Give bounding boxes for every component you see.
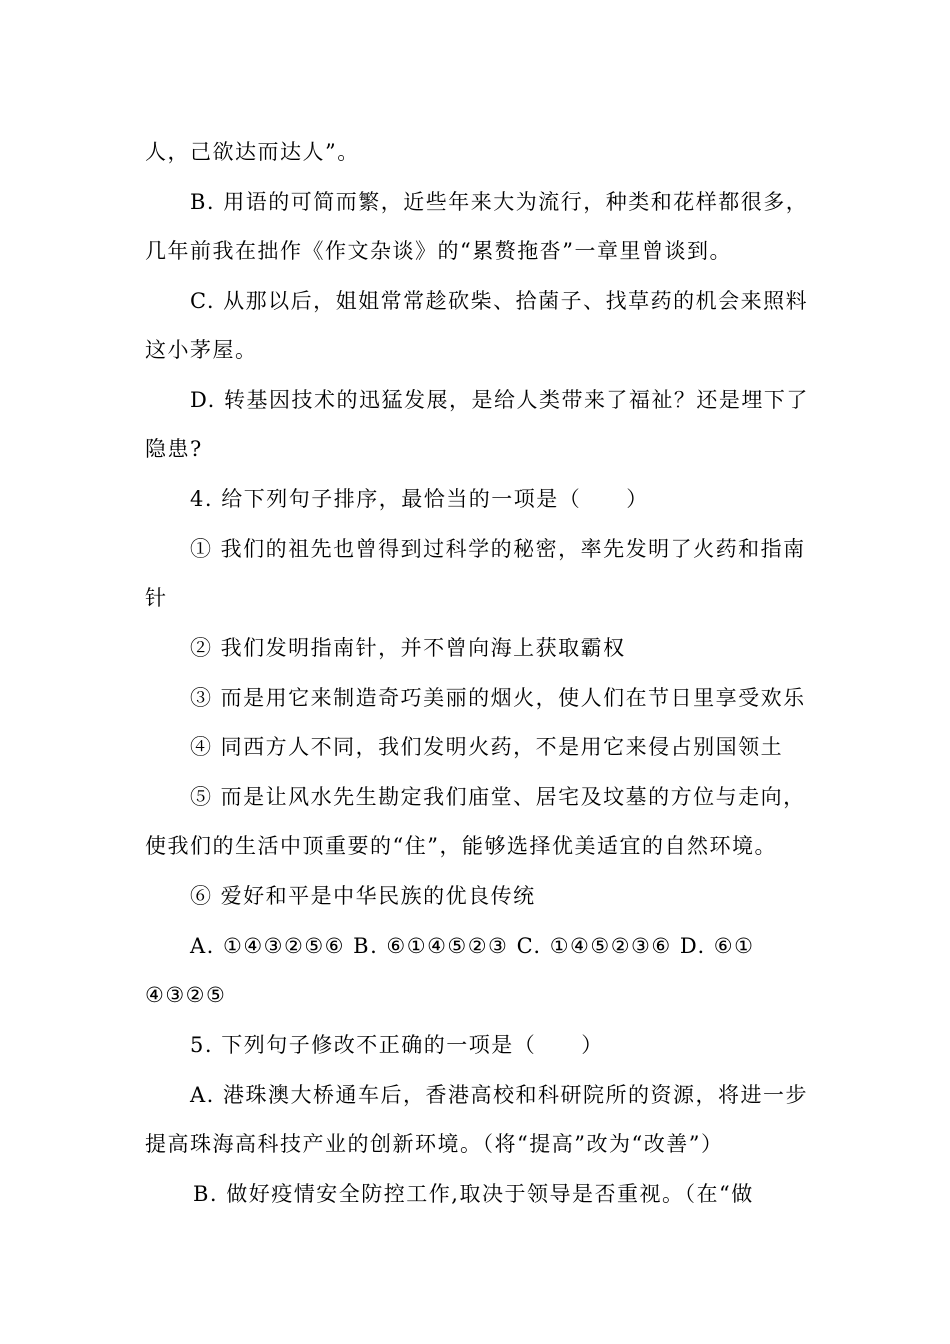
sentence-1-line-1: ① 我们的祖先也曾得到过科学的秘密，率先发明了火药和指南 (190, 537, 806, 561)
question-4-options-line-2: ④③②⑤ (145, 983, 227, 1007)
option-d-line-2: 隐患? (145, 437, 203, 461)
sentence-6: ⑥ 爱好和平是中华民族的优良传统 (190, 884, 536, 908)
option-c-line-2: 这小茅屋。 (145, 338, 258, 362)
sentence-5-line-2: 使我们的生活中顶重要的“住”，能够选择优美适宜的自然环境。 (145, 834, 777, 858)
option-b-line-2: 几年前我在拙作《作文杂谈》的“累赘拖沓”一章里曾谈到。 (145, 239, 732, 263)
sentence-1-line-2: 针 (145, 586, 168, 610)
text-line-1: 人，己欲达而达人”。 (145, 140, 360, 164)
sentence-3: ③ 而是用它来制造奇巧美丽的烟火，使人们在节日里享受欢乐 (190, 686, 806, 710)
question-5-title: 5. 下列句子修改不正确的一项是（ ） (190, 1033, 604, 1057)
sentence-5-line-1: ⑤ 而是让风水先生勘定我们庙堂、居宅及坟墓的方位与走向， (190, 785, 806, 809)
q5-option-a-line-2: 提高珠海高科技产业的创新环境。（将“提高”改为“改善”） (145, 1132, 724, 1156)
question-4-options-line-1: A. ①④③②⑤⑥ B. ⑥①④⑤②③ C. ①④⑤②③⑥ D. ⑥① (190, 934, 755, 958)
option-c-line-1: C. 从那以后，姐姐常常趁砍柴、拾菌子、找草药的机会来照料 (190, 289, 809, 313)
sentence-4: ④ 同西方人不同，我们发明火药，不是用它来侵占别国领土 (190, 735, 784, 759)
option-b-line-1: B. 用语的可简而繁，近些年来大为流行，种类和花样都很多， (190, 190, 809, 214)
question-4-title: 4. 给下列句子排序，最恰当的一项是（ ） (190, 487, 649, 511)
option-d-line-1: D. 转基因技术的迅猛发展，是给人类带来了福祉？还是埋下了 (190, 388, 809, 412)
q5-option-a-line-1: A. 港珠澳大桥通车后，香港高校和科研院所的资源，将进一步 (190, 1083, 809, 1107)
sentence-2: ② 我们发明指南针，并不曾向海上获取霸权 (190, 636, 626, 660)
q5-option-b-line-1: B. 做好疫情安全防控工作,取决于领导是否重视。（在“做 (193, 1182, 754, 1206)
